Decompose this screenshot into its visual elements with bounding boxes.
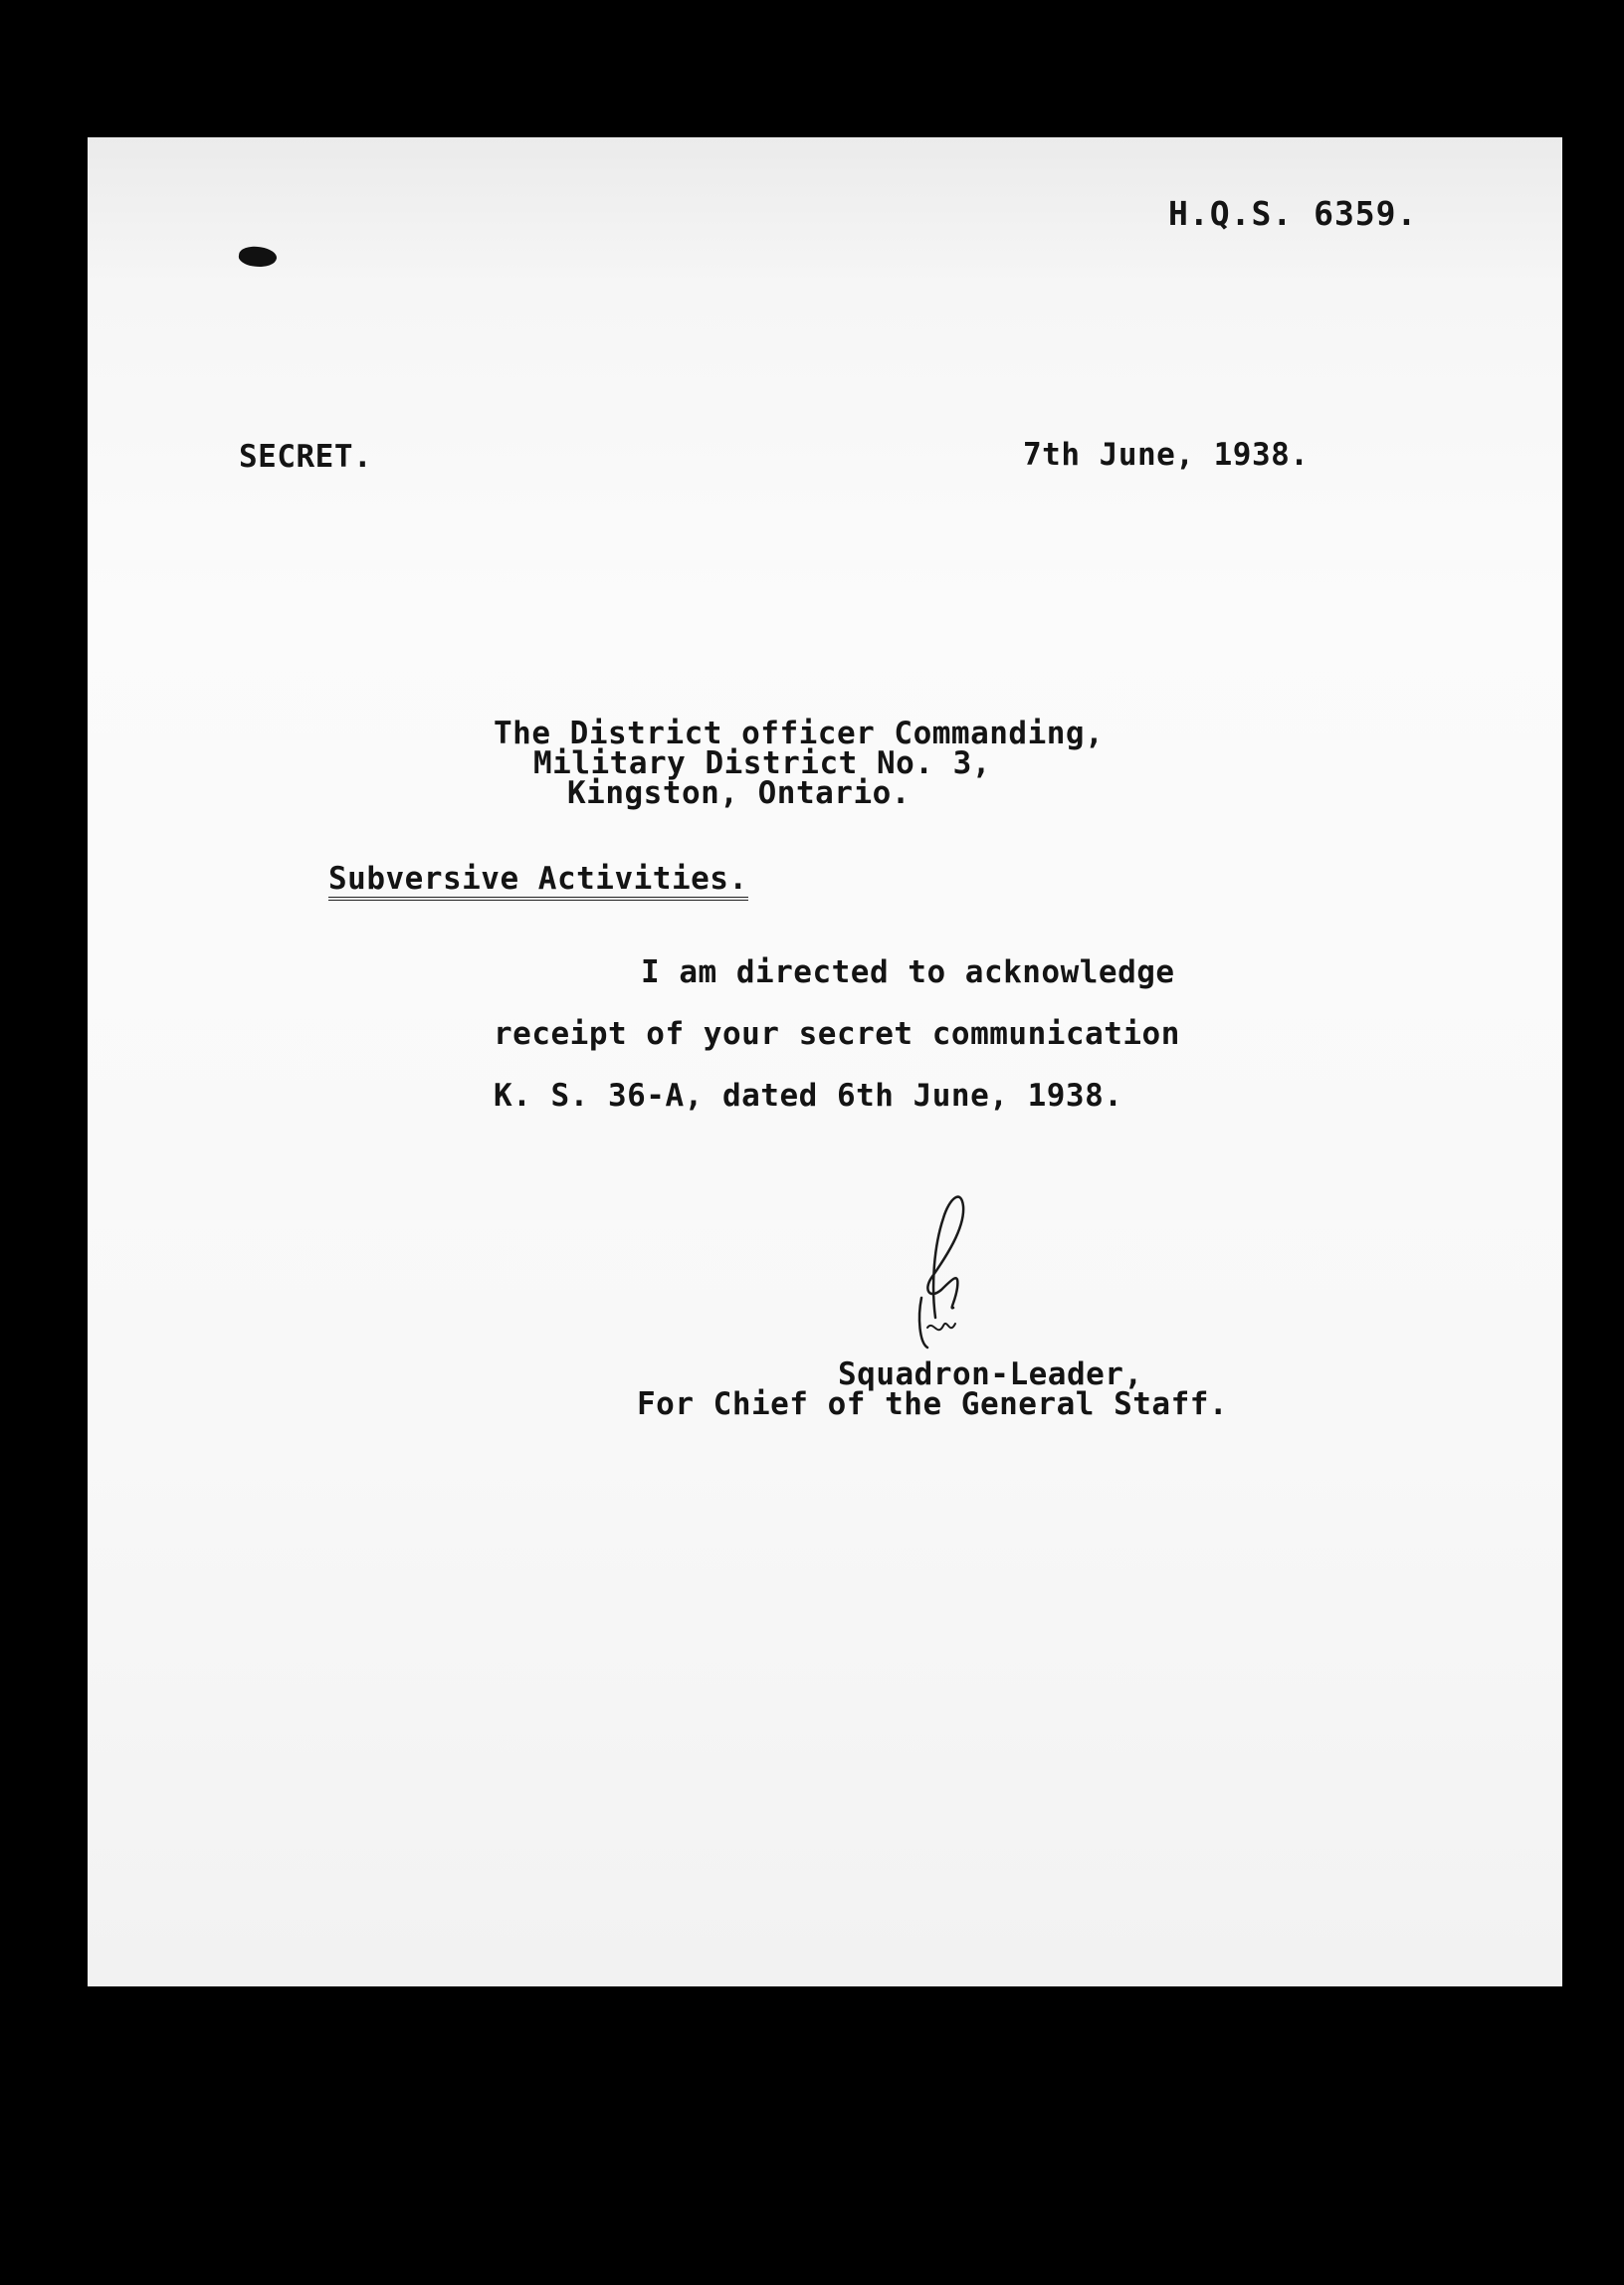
- document-page: [88, 137, 1562, 1986]
- ink-blot: [238, 244, 278, 269]
- handwritten-signature: [884, 1178, 1033, 1357]
- addressee-line-1: The District officer Commanding,: [494, 716, 1105, 751]
- letter-date: 7th June, 1938.: [1023, 437, 1310, 473]
- addressee-line-3: Kingston, Ontario.: [567, 775, 911, 811]
- body-line-1: I am directed to acknowledge: [641, 954, 1175, 990]
- signatory-rank: Squadron-Leader,: [838, 1356, 1143, 1392]
- body-line-2: receipt of your secret communication: [494, 1016, 1180, 1052]
- subject-line: Subversive Activities.: [328, 864, 748, 901]
- addressee-line-2: Military District No. 3,: [533, 745, 991, 781]
- body-line-3: K. S. 36-A, dated 6th June, 1938.: [494, 1078, 1123, 1114]
- reference-number: H.Q.S. 6359.: [1168, 194, 1418, 233]
- classification-label: SECRET.: [239, 439, 373, 475]
- signatory-on-behalf: For Chief of the General Staff.: [637, 1386, 1229, 1422]
